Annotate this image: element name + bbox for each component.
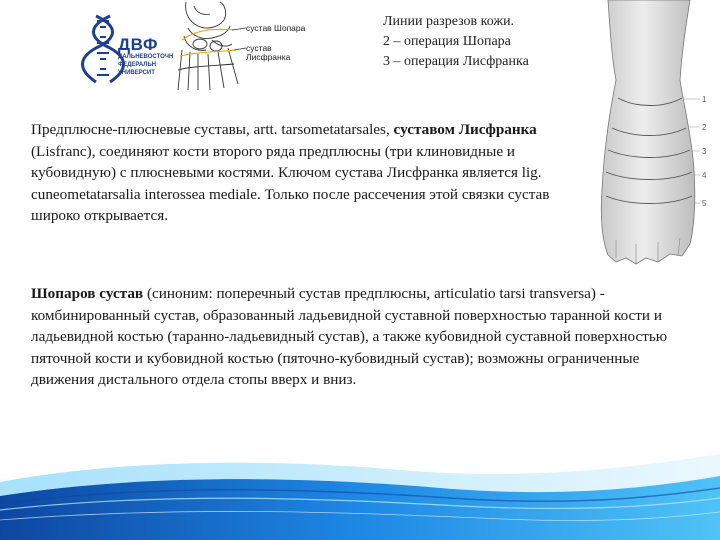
footer-wave-decoration xyxy=(0,440,720,540)
logo-subtitle-1: ДАЛЬНЕВОСТОЧН xyxy=(118,54,174,60)
incision-lines-legend xyxy=(383,12,583,72)
para1-text-1: Предплюсне-плюсневые суставы, artt. tarsometatarsales, xyxy=(31,121,394,138)
foot-bones-diagram xyxy=(172,0,254,92)
lisfranc-joint-paragraph xyxy=(31,119,597,227)
incision-number-4: 4 xyxy=(702,171,707,180)
incision-number-2: 2 xyxy=(702,123,707,132)
legend-title: Линии разрезов кожи. xyxy=(383,14,515,29)
chopart-joint-paragraph xyxy=(31,283,695,391)
lisfranc-label-line1: сустав xyxy=(246,43,272,53)
incision-number-3: 3 xyxy=(702,147,707,156)
legend-item-chopart: 2 – операция Шопара xyxy=(383,34,511,49)
logo-subtitle-3: УНИВЕРСИТ xyxy=(118,70,155,76)
para2-text-1: (синоним: поперечный сустав предплюсны, articulatio tarsi transversa) - комбинированный сустав, образованный ладьевидной суставной поверхностью таранной кости и ладьевидной костью (таранно-ладьевидный сустав), а также кубовидной суставной поверхностью пяточной кости и кубовидной костью (пяточно-кубовидный сустав); возможны ограниченные движения дистального отдела стопы вверх и вниз. xyxy=(31,285,668,388)
incision-number-1: 1 xyxy=(702,95,707,104)
para1-text-2: (Lisfranc), соединяют кости второго ряда предплюсны (три клиновидные и кубовидную) с плюсневыми костями. Ключом сустава Лисфранка является lig. cuneometatarsalia interossea mediale. Только после рассечения этой связки сустав широко открывается. xyxy=(31,142,550,224)
foot-incision-figure xyxy=(586,0,720,270)
logo-subtitle-2: ФЕДЕРАЛЬН xyxy=(118,62,157,68)
lisfranc-joint-label xyxy=(246,44,290,62)
lisfranc-label-line2: Лисфранка xyxy=(246,52,291,62)
incision-number-5: 5 xyxy=(702,199,707,208)
logo-abbr: ДВФ xyxy=(118,35,158,54)
legend-item-lisfranc: 3 – операция Лисфранка xyxy=(383,54,529,69)
chopart-joint-label: сустав Шопара xyxy=(246,23,306,33)
para1-term-lisfranc: суставом Лисфранка xyxy=(393,121,537,138)
para2-term-chopart: Шопаров сустав xyxy=(31,285,144,302)
